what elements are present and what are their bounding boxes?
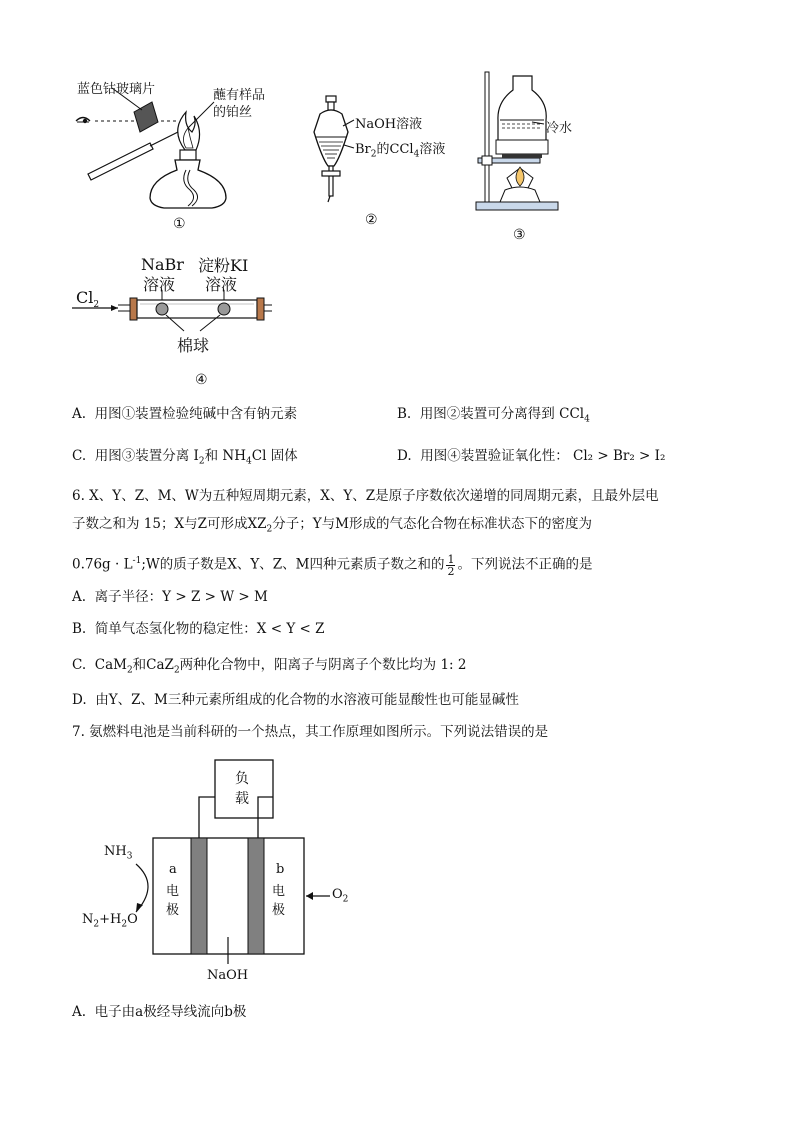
q5-option-b: B. 用图②装置可分离得到 CCl$_4$: [397, 406, 590, 425]
q6-option-d: D. 由Y、Z、M三种元素所组成的化合物的水溶液可能显酸性也可能显碱性: [72, 692, 519, 708]
q6-option-c: C. CaM$_2$和CaZ$_2$两种化合物中，阳离子与阴离子个数比均为 1: 2: [72, 657, 467, 676]
cold-water-label: 冷水: [546, 121, 573, 136]
electrode-a-1: a: [169, 862, 177, 877]
q7-stem: 7. 氨燃料电池是当前科研的一个热点，其工作原理如图所示。下列说法错误的是: [72, 724, 549, 740]
cobalt-glass-label: 蓝色钴玻璃片: [77, 82, 156, 97]
br2-ccl4-label: $Br_2$的CCl$_4$溶液: [355, 142, 446, 160]
electrode-b-2: 电: [272, 884, 286, 899]
figure-2-label: ②: [365, 212, 378, 228]
cl2-inlet-label: $Cl_2$: [76, 288, 100, 311]
figure-3-label: ③: [513, 227, 526, 243]
q6-option-a: A. 离子半径：Y > Z > W > M: [72, 589, 268, 605]
starch-ki-label-line2: 溶液: [205, 275, 238, 294]
o2-label: $O_2$: [332, 887, 349, 905]
nabr-label-line2: 溶液: [143, 275, 176, 294]
cotton-ball-label: 棉球: [177, 336, 210, 355]
q5-option-c: C. 用图③装置分离 $I_2$和 $NH_4Cl$ 固体: [72, 448, 298, 467]
q6-option-b: B. 简单气态氢化物的稳定性：X < Y < Z: [72, 621, 325, 637]
nabr-label-line1: NaBr: [141, 255, 184, 274]
q6-stem-line2: 子数之和为 15；X与Z可形成$XZ_2$分子；Y与M形成的气态化合物在标准状态下的密度为: [72, 516, 592, 535]
fraction-one-half: $\frac{1}{2}$: [447, 552, 455, 578]
q6-stem-line3: $0.76g \cdot L^{-1};W$的质子数是X、Y、Z、M四种元素质子数之和的 $\frac{1}{2}$ 。下列说法不正确的是: [72, 552, 593, 578]
q5-option-d: D. 用图④装置验证氧化性： Cl₂ > Br₂ > I₂: [397, 448, 666, 464]
naoh-solution-label: NaOH溶液: [355, 117, 423, 132]
figure-4-label: ④: [195, 372, 208, 388]
wire-label-line2: 的铂丝: [213, 105, 253, 120]
q5-option-a: A. 用图①装置检验纯碱中含有钠元素: [72, 406, 298, 422]
electrode-a-3: 极: [166, 903, 180, 918]
electrode-a-2: 电: [166, 884, 180, 899]
q7-option-a: A. 电子由a极经导线流向b极: [72, 1004, 247, 1020]
load-label-2: 载: [235, 791, 249, 807]
q6-stem-line1: 6. X、Y、Z、M、W为五种短周期元素，X、Y、Z是原子序数依次递增的同周期元素，且最外层电: [72, 488, 659, 504]
naoh-electrolyte-label: NaOH: [207, 968, 249, 983]
wire-label-line1: 蘸有样品: [213, 88, 266, 103]
electrode-b-3: 极: [272, 903, 286, 918]
load-label-1: 负: [235, 771, 249, 787]
starch-ki-label-line1: 淀粉KI: [198, 256, 249, 275]
figure-1-label: ①: [173, 216, 186, 232]
products-label: $N_2+H_2O$: [82, 912, 138, 930]
nh3-label: $NH_3$: [104, 844, 133, 862]
electrode-b-1: b: [276, 862, 285, 877]
